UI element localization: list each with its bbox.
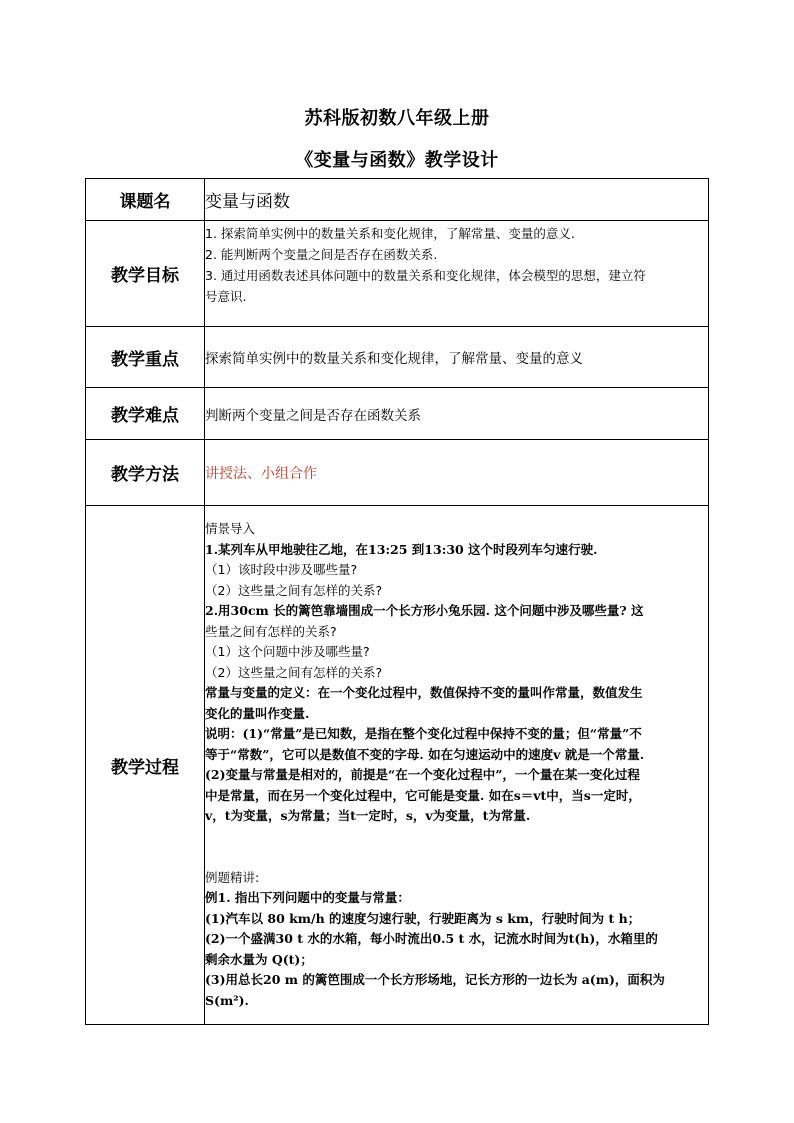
table-row-topic: [86, 179, 709, 221]
process-line: (1)汽车以 80 km/h 的速度匀速行驶，行驶距离为 s km，行驶时间为 t h；: [205, 910, 641, 926]
process-line: 说明：(1)“常量”是已知数，是指在整个变化过程中保持不变的量；但“常量”不: [205, 726, 642, 741]
difficulty-value: 判断两个变量之间是否存在函数关系: [205, 388, 709, 440]
process-label: 教学过程: [86, 506, 205, 1025]
process-line: S(m²).: [205, 992, 249, 1008]
difficulty-label: 教学难点: [86, 388, 205, 440]
table-row-goals: [86, 221, 709, 327]
table-row-difficulty: [86, 388, 709, 440]
goals-list: [205, 221, 709, 327]
goal-item: 号意识.: [205, 289, 247, 304]
document-subtitle: 《变量与函数》教学设计: [295, 150, 499, 171]
section-heading: 情景导入: [205, 521, 256, 536]
topic-label: 课题名: [86, 179, 205, 221]
process-line: 常量与变量的定义：在一个变化过程中，数值保持不变的量叫作常量，数值发生: [205, 685, 643, 700]
process-line: 剩余水量为 Q(t)；: [205, 951, 313, 967]
topic-value: 变量与函数: [205, 179, 709, 221]
process-line: 中是常量，而在另一个变化过程中，它可能是变量. 如在s＝vt中，当s一定时，: [205, 787, 641, 803]
process-line: （2）这些量之间有怎样的关系?: [205, 664, 383, 680]
process-line: （1）该时段中涉及哪些量?: [205, 562, 358, 577]
process-line: (2)变量与常量是相对的，前提是“在一个变化过程中”，一个量在某一变化过程: [205, 767, 640, 782]
goal-item: 2. 能判断两个变量之间是否存在函数关系.: [205, 247, 438, 262]
table-row-process: [86, 506, 709, 1025]
process-line: v，t为变量，s为常量；当t一定时，s，v为变量，t为常量.: [205, 808, 531, 823]
section-heading: 例题精讲:: [205, 869, 260, 885]
process-line: (2)一个盛满30 t 水的水箱，每小时流出0.5 t 水，记流水时间为t(h)，水箱里的: [205, 931, 658, 946]
table-row-method: [86, 440, 709, 506]
method-label: 教学方法: [86, 440, 205, 506]
process-content: [205, 506, 709, 1025]
process-line: 变化的量叫作变量.: [205, 705, 310, 721]
process-line: 等于“常数”，它可以是数值不变的字母. 如在匀速运动中的速度v 就是一个常量.: [205, 746, 645, 762]
method-value: 讲授法、小组合作: [205, 440, 709, 506]
lesson-plan-table: [85, 178, 709, 1025]
goal-item: 3. 通过用函数表述具体问题中的数量关系和变化规律，体会模型的思想，建立符: [205, 268, 646, 283]
process-line: （2）这些量之间有怎样的关系?: [205, 582, 383, 598]
process-line: （1）这个问题中涉及哪些量?: [205, 644, 370, 659]
key-value: 探索简单实例中的数量关系和变化规律，了解常量、变量的意义: [205, 327, 709, 388]
process-line: 例1. 指出下列问题中的变量与常量：: [205, 890, 410, 905]
document-title: 苏科版初数八年级上册: [304, 108, 490, 129]
process-line: 1.某列车从甲地驶往乙地，在13:25 到13:30 这个时段列车匀速行驶.: [205, 541, 598, 557]
key-label: 教学重点: [86, 327, 205, 388]
table-row-key: [86, 327, 709, 388]
goal-item: 1. 探索简单实例中的数量关系和变化规律，了解常量、变量的意义.: [205, 226, 575, 241]
process-line: 些量之间有怎样的关系?: [205, 623, 337, 639]
spacer: [205, 827, 708, 868]
goals-label: 教学目标: [86, 221, 205, 327]
process-line: (3)用总长20 m 的篱笆围成一个长方形场地，记长方形的一边长为 a(m)，面积为: [205, 972, 665, 987]
process-line: 2.用30cm 长的篱笆靠墙围成一个长方形小兔乐园. 这个问题中涉及哪些量? 这: [205, 603, 644, 618]
